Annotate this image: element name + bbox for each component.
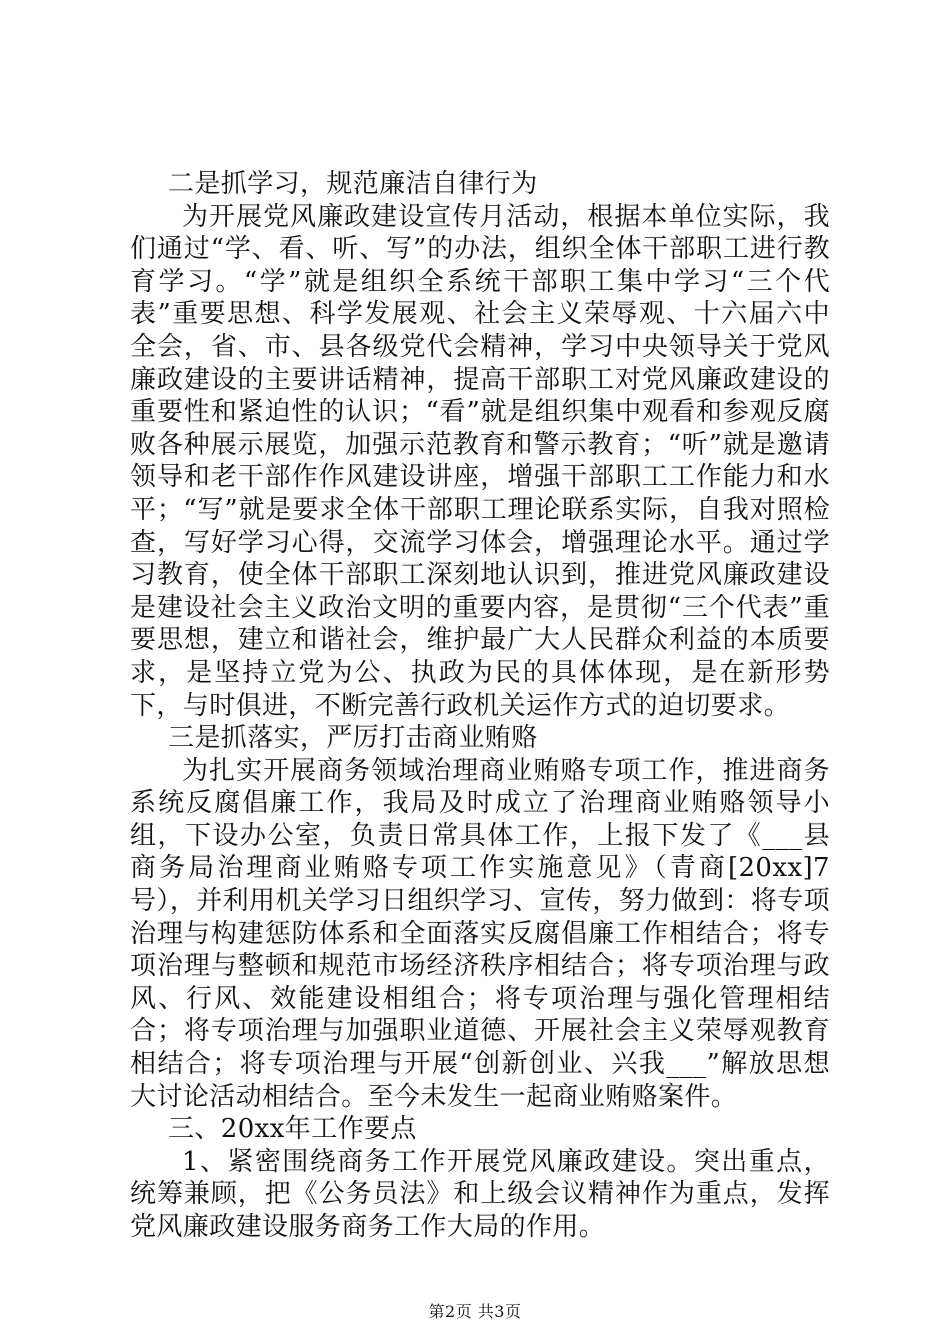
work-point-one-paragraph: 1、紧密围绕商务工作开展党风廉政建设。突出重点，统筹兼顾，把《公务员法》和上级会议精神作为重点，发挥党风廉政建设服务商务工作大局的作用。 (130, 1146, 830, 1242)
section-two-paragraph: 为开展党风廉政建设宣传月活动，根据本单位实际，我们通过“学、看、听、写”的办法，组织全体干部职工进行教育学习。“学”就是组织全系统干部职工集中学习“三个代表”重要思想、科学发展观、社会主义荣辱观、十六届六中全会，省、市、县各级党代会精神，学习中央领导关于党风廉政建设的主要讲话精神，提高干部职工对党风廉政建设的重要性和紧迫性的认识；“看”就是组织集中观看和参观反腐败各种展示展览，加强示范教育和警示教育；“听”就是邀请领导和老干部作作风建设讲座，增强干部职工工作能力和水平；“写”就是要求全体干部职工理论联系实际，自我对照检查，写好学习心得，交流学习体会，增强理论水平。通过学习教育，使全体干部职工深刻地认识到，推进党风廉政建设是建设社会主义政治文明的重要内容，是贯彻“三个代表”重要思想，建立和谐社会，维护最广大人民群众利益的本质要求，是坚持立党为公、执政为民的具体体现，是在新形势下，与时俱进，不断完善行政机关运作方式的迫切要求。 (130, 201, 830, 721)
document-body (130, 168, 830, 1244)
section-two-heading: 二是抓学习，规范廉洁自律行为 (168, 169, 538, 199)
section-three-heading: 三是抓落实，严厉打击商业贿赂 (168, 723, 538, 754)
page-number-footer: 第2页 共3页 (428, 1302, 522, 1321)
section-three-paragraph: 为扎实开展商务领域治理商业贿赂专项工作，推进商务系统反腐倡廉工作，我局及时成立了治理商业贿赂领导小组，下设办公室，负责日常具体工作，上报下发了《___县商务局治理商业贿赂专项工作实施意见》（青商[20xx]7号），并利用机关学习日组织学习、宣传，努力做到：将专项治理与构建惩防体系和全面落实反腐倡廉工作相结合；将专项治理与整顿和规范市场经济秩序相结合；将专项治理与政风、行风、效能建设相组合；将专项治理与强化管理相结合；将专项治理与加强职业道德、开展社会主义荣辱观教育相结合；将专项治理与开展“创新创业、兴我___”解放思想大讨论活动相结合。至今未发生一起商业贿赂案件。 (130, 755, 830, 1112)
part-three-heading: 三、20xx年工作要点 (168, 1114, 417, 1145)
